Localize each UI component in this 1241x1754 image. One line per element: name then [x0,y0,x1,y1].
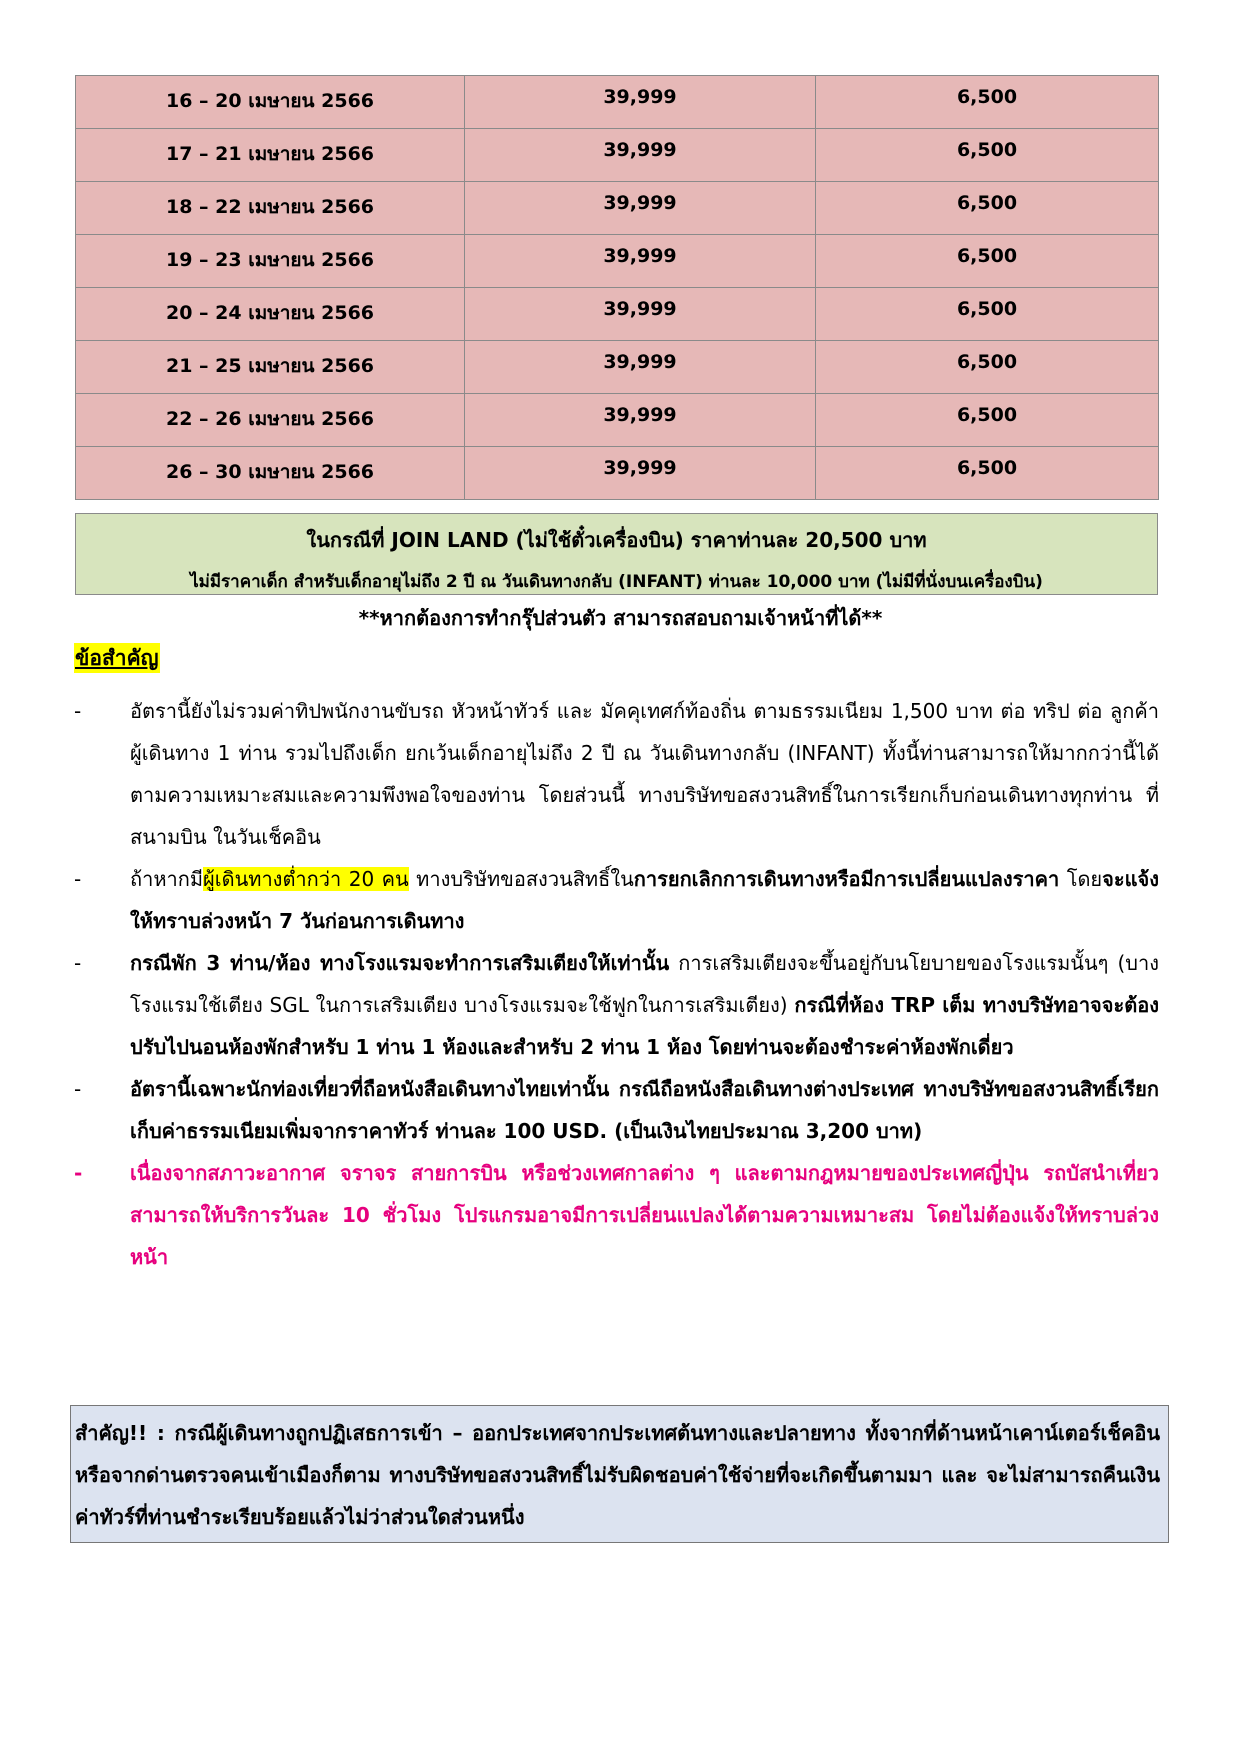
join-land-box [75,513,1158,595]
single-supplement-cell: 6,500 [816,129,1159,182]
single-supplement-cell: 6,500 [816,182,1159,235]
note-min-travelers [74,858,1159,942]
price-row [76,182,1159,235]
note-min-travelers-bold2: จะแจ้งให้ทราบล่วงหน้า 7 วันก่อนการเดินทาง [130,867,1159,933]
price-row [76,235,1159,288]
important-notice-box: สำคัญ!! : กรณีผู้เดินทางถูกปฏิเสธการเข้า – ออกประเทศจากประเทศต้นทางและปลายทาง ทั้งจากที่ด้านหน้าเคาน์เตอร์เช็คอิน หรือจากด่านตรวจคนเข้าเมืองก็ตาม ทางบริษัทขอสงวนสิทธิ์ไม่รับผิดชอบค่าใช้จ่ายที่จะเกิดขึ้นตามมา และ จะไม่สามารถคืนเงินค่าทัวร์ที่ท่านชำระเรียบร้อยแล้วไม่ว่าส่วนใดส่วนหนึ่ง [70,1405,1169,1543]
note-min-travelers-c: โดย [1059,867,1103,891]
note-min-travelers-a: ถ้าหากมี [130,867,204,891]
price-row [76,76,1159,129]
date-cell: 26 – 30 เมษายน 2566 [76,447,465,500]
private-group-note: **หากต้องการทำกรุ๊ปส่วนตัว สามารถสอบถามเจ้าหน้าที่ได้** [358,606,883,630]
price-table-body [76,76,1159,500]
note-triple-room-bold1: กรณีพัก 3 ท่าน/ห้อง ทางโรงแรมจะทำการเสริมเตียงให้เท่านั้น [130,951,670,975]
single-supplement-cell: 6,500 [816,394,1159,447]
note-min-travelers-bold1: การยกเลิกการเดินทางหรือมีการเปลี่ยนแปลงราคา [633,867,1060,891]
adult-price-cell: 39,999 [465,341,816,394]
single-supplement-cell: 6,500 [816,288,1159,341]
important-heading: ข้อสำคัญ [74,643,160,673]
infant-price: ไม่มีราคาเด็ก สำหรับเด็กอายุไม่ถึง 2 ปี ณ วันเดินทางกลับ (INFANT) ท่านละ 10,000 บาท (ไม่มีที่นั่งบนเครื่องบิน) [190,572,1043,592]
single-supplement-cell: 6,500 [816,341,1159,394]
bullet-dash: - [74,867,82,891]
min-travelers-highlight: ผู้เดินทางต่ำกว่า 20 คน [203,867,409,891]
note-triple-room-a: การเสริมเตียงจะขึ้นอยู่กับนโยบายของโรงแรมนั้นๆ (บางโรงแรมใช้เตียง SGL ในการเสริมเตียง บางโรงแรมจะใช้ฟูกในการเสริมเตียง) [130,951,1159,1017]
note-tipping-text: อัตรานี้ยังไม่รวมค่าทิปพนักงานขับรถ หัวหน้าทัวร์ และ มัคคุเทศก์ท้องถิ่น ตามธรรมเนียม 1,500 บาท ต่อ ทริป ต่อ ลูกค้า ผู้เดินทาง 1 ท่าน รวมไปถึงเด็ก ยกเว้นเด็กอายุไม่ถึง 2 ปี ณ วันเดินทางกลับ (INFANT) ทั้งนี้ท่านสามารถให้มากกว่านี้ได้ตามความเหมาะสมและความพึงพอใจของท่าน โดยส่วนนี้ ทางบริษัทขอสงวนสิทธิ์ในการเรียกเก็บก่อนเดินทางทุกท่าน ที่สนามบิน ในวันเช็คอิน [130,699,1159,849]
adult-price-cell: 39,999 [465,129,816,182]
note-passport-text: อัตรานี้เฉพาะนักท่องเที่ยวที่ถือหนังสือเดินทางไทยเท่านั้น กรณีถือหนังสือเดินทางต่างประเทศ ทางบริษัทขอสงวนสิทธิ์เรียกเก็บค่าธรรมเนียมเพิ่มจากราคาทัวร์ ท่านละ 100 USD. (เป็นเงินไทยประมาณ 3,200 บาท) [130,1077,1159,1143]
note-min-travelers-b: ทางบริษัทขอสงวนสิทธิ์ใน [408,867,634,891]
note-passport [74,1068,1159,1152]
date-cell: 22 – 26 เมษายน 2566 [76,394,465,447]
price-row [76,394,1159,447]
join-land-price: ในกรณีที่ JOIN LAND (ไม่ใช้ตั๋วเครื่องบิน) ราคาท่านละ 20,500 บาท [306,528,927,552]
note-triple-room-bold2: กรณีที่ห้อง TRP เต็ม ทางบริษัทอาจจะต้องปรับไปนอนห้องพักสำหรับ 1 ท่าน 1 ห้องและสำหรับ 2 ท่าน 1 ห้อง โดยท่านจะต้องชำระค่าห้องพักเดี่ยว [130,993,1159,1059]
date-cell: 21 – 25 เมษายน 2566 [76,341,465,394]
bullet-dash: - [74,1161,83,1185]
note-bus-hours [74,1152,1159,1278]
note-tipping [74,690,1159,858]
single-supplement-cell: 6,500 [816,76,1159,129]
price-row [76,341,1159,394]
date-cell: 18 – 22 เมษายน 2566 [76,182,465,235]
note-triple-room [74,942,1159,1068]
bullet-dash: - [74,699,82,723]
date-cell: 20 – 24 เมษายน 2566 [76,288,465,341]
price-row [76,447,1159,500]
adult-price-cell: 39,999 [465,182,816,235]
price-table [75,75,1159,500]
adult-price-cell: 39,999 [465,394,816,447]
bullet-dash: - [74,1077,82,1101]
adult-price-cell: 39,999 [465,235,816,288]
date-cell: 17 – 21 เมษายน 2566 [76,129,465,182]
single-supplement-cell: 6,500 [816,235,1159,288]
notes-list [74,690,1159,1278]
adult-price-cell: 39,999 [465,447,816,500]
price-row [76,129,1159,182]
price-row [76,288,1159,341]
date-cell: 16 – 20 เมษายน 2566 [76,76,465,129]
single-supplement-cell: 6,500 [816,447,1159,500]
bullet-dash: - [74,951,82,975]
adult-price-cell: 39,999 [465,288,816,341]
date-cell: 19 – 23 เมษายน 2566 [76,235,465,288]
note-bus-hours-text: เนื่องจากสภาวะอากาศ จราจร สายการบิน หรือช่วงเทศกาลต่าง ๆ และตามกฎหมายของประเทศญี่ปุ่น รถบัสนำเที่ยวสามารถให้บริการวันละ 10 ชั่วโมง โปรแกรมอาจมีการเปลี่ยนแปลงได้ตามความเหมาะสม โดยไม่ต้องแจ้งให้ทราบล่วงหน้า [130,1161,1159,1269]
adult-price-cell: 39,999 [465,76,816,129]
